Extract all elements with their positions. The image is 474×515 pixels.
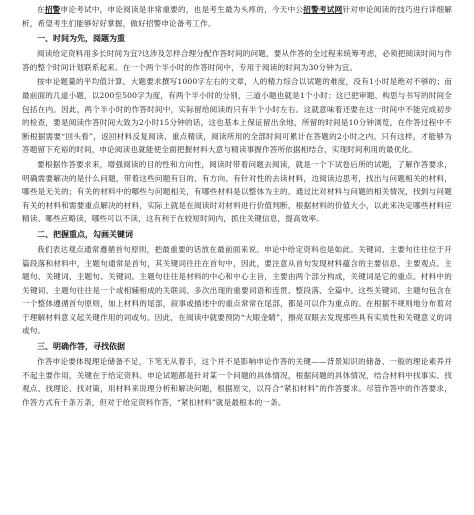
section3-paragraph-1: 作答申论要体现理论储备不足，下笔无从着手，这个并不是影响申论作答的关键——背景知识的储备、一般的理论素养并不起主要作用，关键在于给定资料。申论试题都是针对某一个问题的具体情况，根据问题的具体情况，结合材料中找事实、找观点、找理论、找对策，用材料来说理分析和解决问题，根据原文，以符合“紧扣材料”的作答要求。尽管作答中的作答要求，作答方式有千条万条，但对于给定资料作答，“紧扣材料”就是最根本的一条。 xyxy=(22,357,452,407)
intro-text-pre: 在 xyxy=(37,5,45,14)
intro-text-post: 针对申论阅读的技巧进行详细解析，希望考生们能够好好掌握，做好招警申论备考工作。 xyxy=(22,5,452,28)
section-heading-answer: 三、明确作答，寻找依据 xyxy=(37,342,125,352)
section-heading-keywords: 二、把握重点，勾画关键词 xyxy=(37,229,133,239)
intro-text-mid: 申论考试中，申论阅读是非常重要的，也是考生最为头疼的，今天中公 xyxy=(60,5,304,14)
section2-paragraph-1: 我们表达观点通常遵循首句原则，把最重要的话放在最前面来说。申论中给定资料也是如此。关键词、主要句往往位于开篇段落和材料中，主题句通常是首句，其关键词往往在首句中，因此，要注意从首句发现材料蕴含的主要信息、主要观点。主题句、关键词、主题句、关键词。主题句往往是材料的中心和中心主旨，主要由两个部分构成，关键词是它的重点。材料中的关键词、主题句往往是一个或相辅相成的关联词、多次出现的重要词语和连贯、整段落、全篇中。这些关键词、主题句包含在一个整体遵循首句原则，加上材料的尾部，叙事或描述中的重点常常在尾部，都是可以作为重点的。在根据不规则地分布着对于理解材料意义起关键作用的词或句。因此，在阅读中就要预防“大眼金睛”，擦亮双眼去发现那些具有实质性和关键意义的词或句。 xyxy=(22,244,452,336)
zhaojing-exam-site-link[interactable]: 招警考试网 xyxy=(303,5,343,14)
section1-paragraph-1: 阅读给定资料用多长时间为宜?这涉及怎样合理分配作答时间的问题，要从作答的全过程来统筹考虑，必须把阅读时间与作答的整个时间计划联系起来。在一个两个半小时的作答时间中，专用于阅读的时间为30分钟为宜。 xyxy=(22,49,452,72)
section1-paragraph-3: 要根据作答要求来，增强阅读的目的性和方向性，阅读时带着问题去阅读，就是一个下试卷后所的试题，了解作答要求，明确需要解决的是什么问题，带着这些问题有目的、有方向、有针对性的去读材料，边阅读边思考，找出与问题相关的材料，哪些是无关的；有关的材料中的哪些与问题相关，有哪些材料是以整体为主的。通过比对材料与问题的相关情况，找到与问题有关的材料和需要重点解决的材料，实际上就是在阅读时对材料进行价值判断，根据材料的价值大小，以此来决定哪些材料应精读、哪些应略读，哪些可以不读，这有利于在较短时间内，抓住关键信息，提高效率。 xyxy=(22,159,452,224)
section-heading-time: 一、时间为先，阅题为重 xyxy=(37,34,125,44)
intro-paragraph xyxy=(22,3,452,30)
section1-paragraph-2: 按申论题量的平均值计算，大题要求撰写1000字左右的文章，人的精力综合以试题的难度，没有1小时是绝对不够的；而最前面的几道小题，以200至500字为度，有两个半小时的分别，三道小题也就是1个小时；这已把审题、构思与书写的时间全包括在内。因此，两个半小时的作答时间中，实际留给阅读的只有半个小时左右。这就意味着还要在这一时间中不能完成初步的检查，要是阅读作答时间大致为2小时15分钟的话，这也基本上保证留出余地，所留的时间是10分钟浏览，在作答过程中不断根据需要“回头看”，返回材料反复阅读、重点精读，阅读所用的全部时间可累计在答题的2小时之内。只有这样，才能够为答题留下充裕的时间，申论阅读也就能使全面把握材料大意与精读事握作答所依据相结合，实现时间利用的最优化。 xyxy=(22,77,452,155)
zhaojing-link[interactable]: 招警 xyxy=(44,5,61,14)
